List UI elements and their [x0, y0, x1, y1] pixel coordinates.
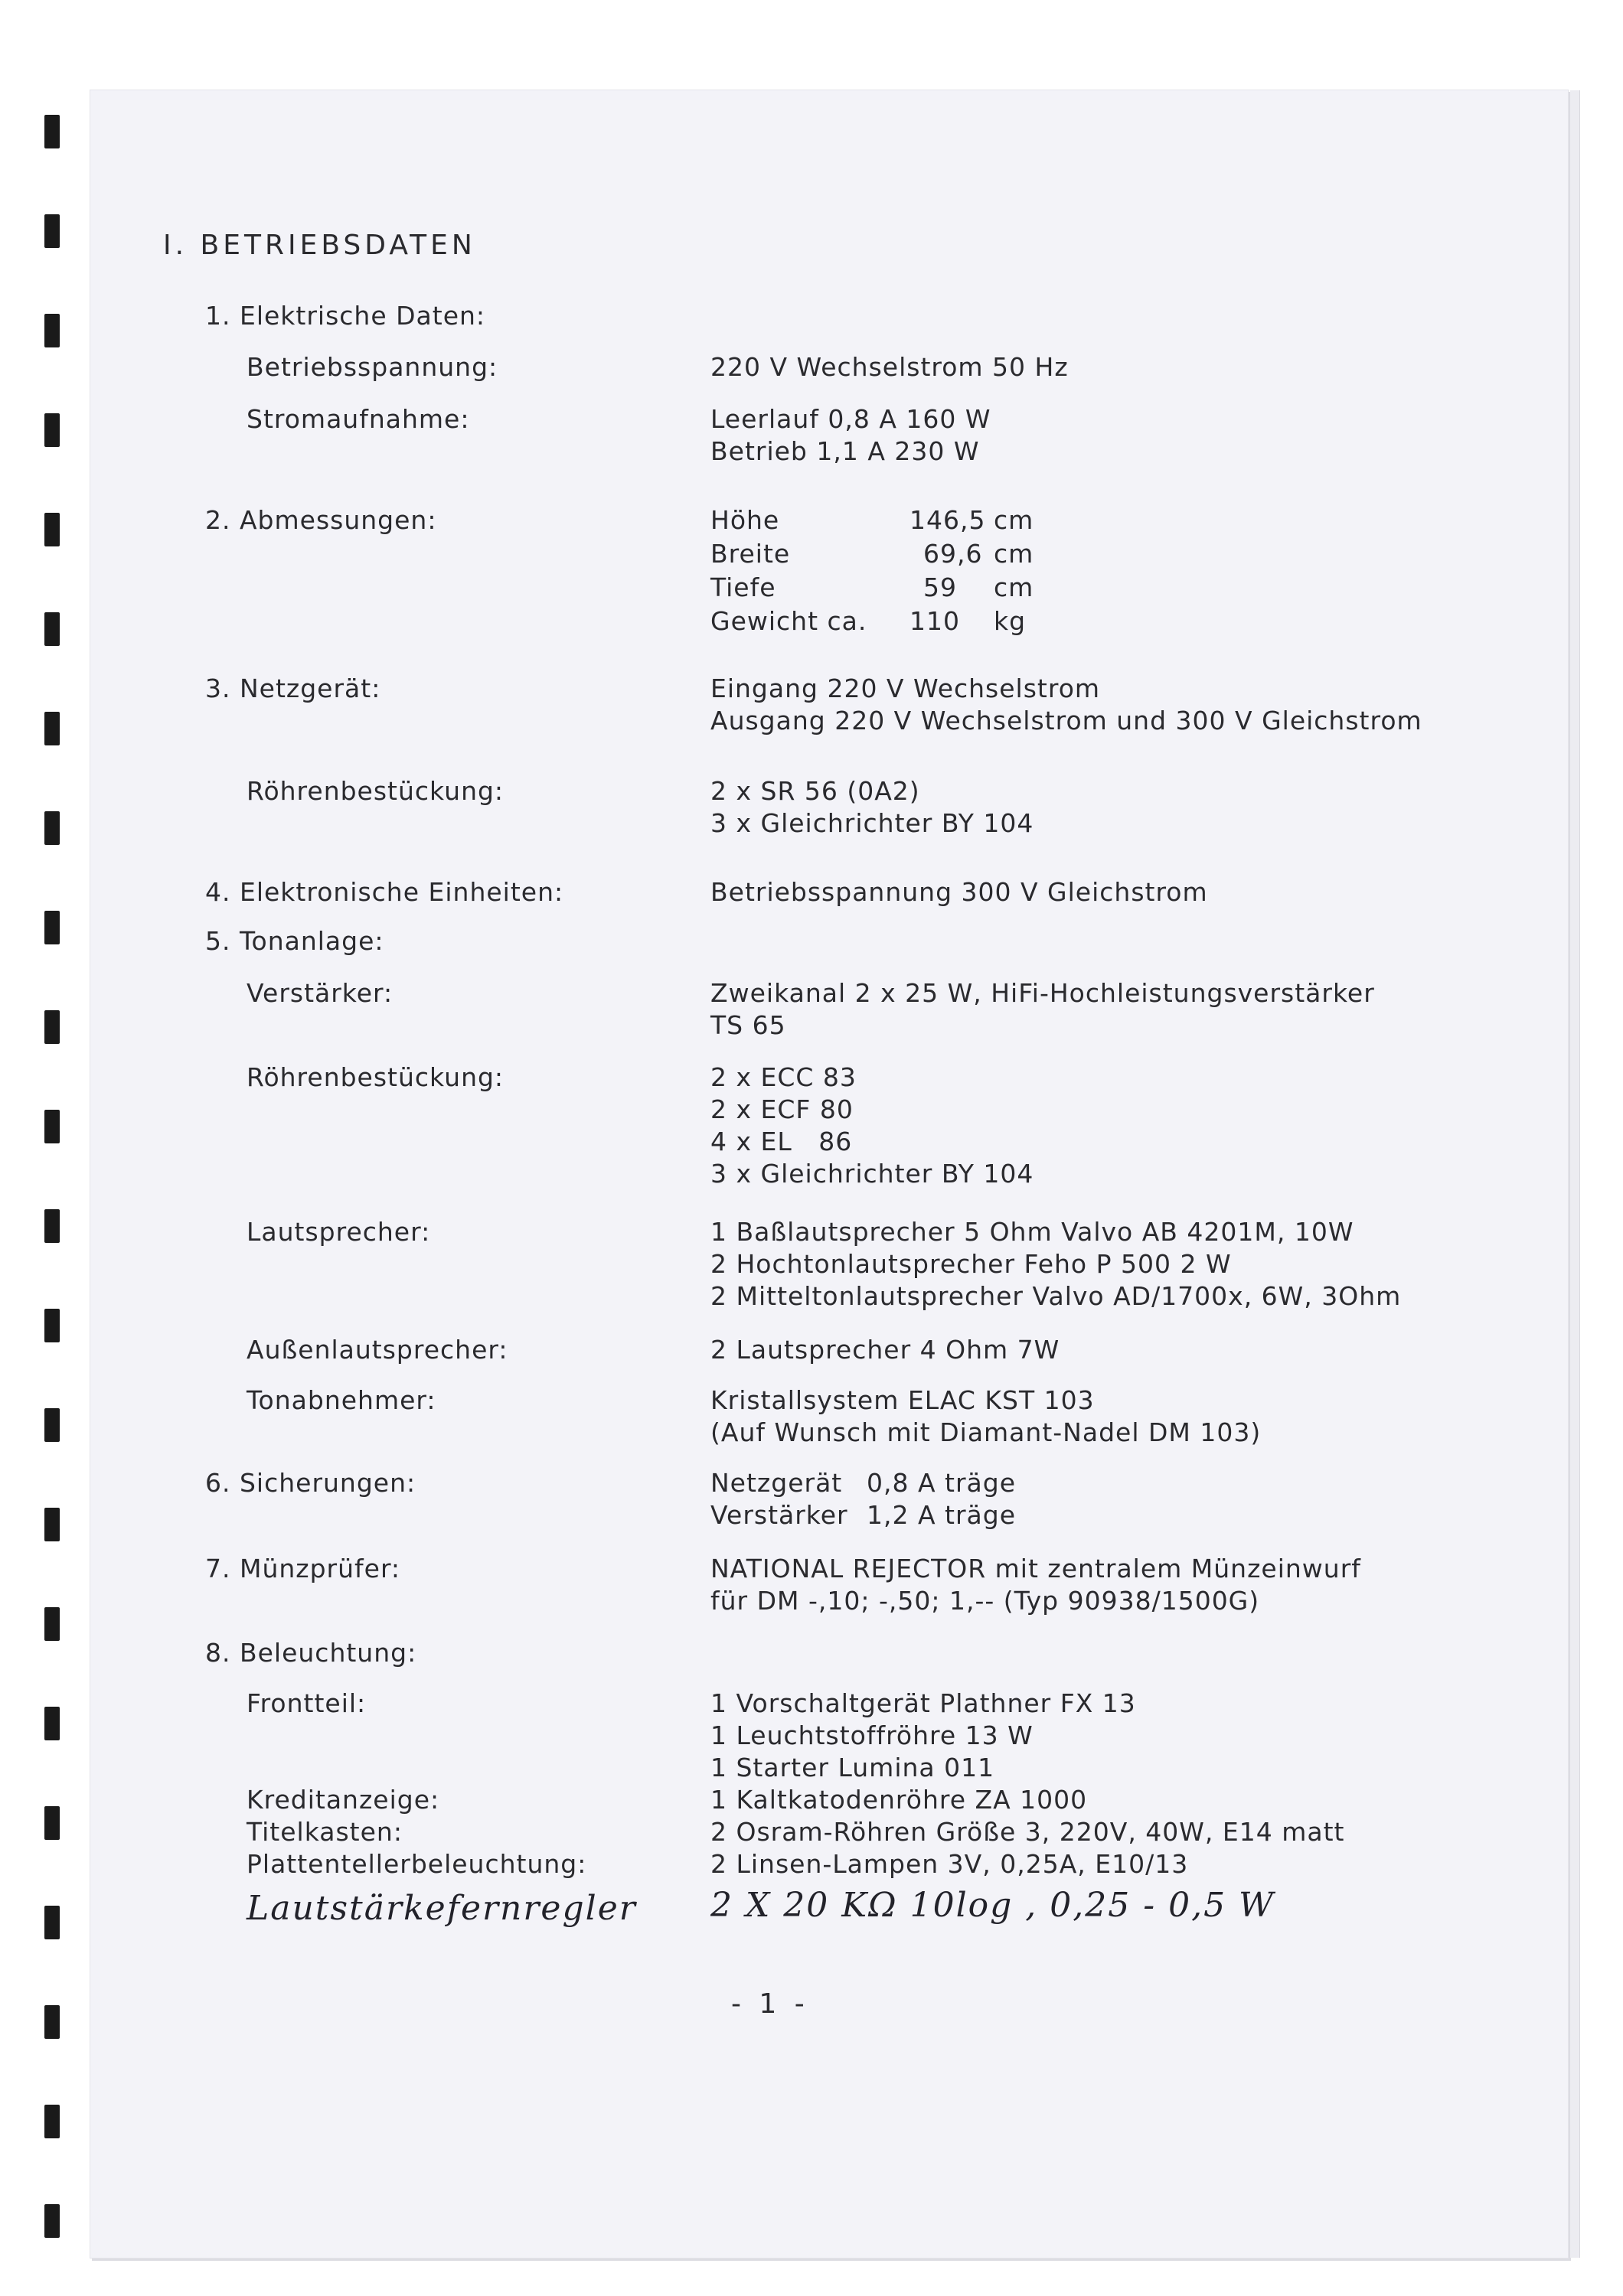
verstaerker-value: Zweikanal 2 x 25 W, HiFi-Hochleistungsverstärker [710, 978, 1375, 1008]
section-3-title: 3. Netzgerät: [205, 673, 381, 703]
plattenteller-value: 2 Linsen-Lampen 3V, 0,25A, E10/13 [710, 1849, 1189, 1879]
section-5-title: 5. Tonanlage: [205, 926, 384, 956]
section-2-title: 2. Abmessungen: [205, 505, 437, 535]
lautsprecher-item: 2 Hochtonlautsprecher Feho P 500 2 W [710, 1249, 1232, 1279]
binding-hole [44, 413, 60, 447]
aussenlautsprecher-label: Außenlautsprecher: [247, 1335, 508, 1365]
section-1-title: 1. Elektrische Daten: [205, 301, 486, 331]
page-number: - 1 - [731, 1988, 809, 2020]
muenzpruefer-line: NATIONAL REJECTOR mit zentralem Münzeinwurf [710, 1554, 1361, 1583]
binding-hole [44, 513, 60, 546]
aussenlautsprecher-value: 2 Lautsprecher 4 Ohm 7W [710, 1335, 1060, 1365]
lautsprecher-item: 2 Mitteltonlautsprecher Valvo AD/1700x, 6W, 3Ohm [710, 1281, 1402, 1311]
section-7-title: 7. Münzprüfer: [205, 1554, 401, 1583]
muenzpruefer-line: für DM -,10; -,50; 1,-- (Typ 90938/1500G) [710, 1586, 1260, 1616]
tonanlage-roehre: 2 x ECC 83 [710, 1062, 857, 1092]
dimension-label: Breite [710, 539, 791, 569]
binding-hole [44, 115, 60, 148]
tonanlage-roehre: 2 x ECF 80 [710, 1094, 854, 1124]
netzgeraet-roehren-label: Röhrenbestückung: [247, 776, 505, 806]
dimension-label: Gewicht ca. [710, 606, 867, 636]
stromaufnahme-leerlauf: Leerlauf 0,8 A 160 W [710, 404, 991, 434]
dimension-value: 69,6 [923, 539, 983, 569]
binding-hole [44, 2005, 60, 2039]
dimension-unit: cm [994, 505, 1034, 535]
tonabnehmer-item: (Auf Wunsch mit Diamant-Nadel DM 103) [710, 1417, 1262, 1447]
section-4-title: 4. Elektronische Einheiten: [205, 877, 564, 907]
titelkasten-value: 2 Osram-Röhren Größe 3, 220V, 40W, E14 matt [710, 1817, 1345, 1847]
dimension-value: 59 [923, 572, 957, 602]
tonanlage-roehren-label: Röhrenbestückung: [247, 1062, 505, 1092]
handwritten-label: Lautstärkefernregler [247, 1889, 637, 1928]
frontteil-item: 1 Leuchtstoffröhre 13 W [710, 1720, 1034, 1750]
tonabnehmer-label: Tonabnehmer: [247, 1385, 436, 1415]
binding-hole [44, 1806, 60, 1840]
netzgeraet-roehre: 3 x Gleichrichter BY 104 [710, 808, 1034, 838]
binding-hole [44, 1508, 60, 1541]
betriebsspannung-value: 220 V Wechselstrom 50 Hz [710, 352, 1069, 382]
sicherung-value: 1,2 A träge [867, 1500, 1017, 1530]
tonabnehmer-item: Kristallsystem ELAC KST 103 [710, 1385, 1095, 1415]
binding-hole [44, 1906, 60, 1939]
binding-hole [44, 214, 60, 248]
binding-hole [44, 1209, 60, 1243]
binding-hole [44, 1408, 60, 1442]
page-edge [1570, 90, 1580, 2258]
netzgeraet-ausgang: Ausgang 220 V Wechselstrom und 300 V Gleichstrom [710, 706, 1422, 735]
binding-hole [44, 2105, 60, 2138]
binding-hole [44, 314, 60, 347]
dimension-unit: cm [994, 572, 1034, 602]
section-6-title: 6. Sicherungen: [205, 1468, 416, 1498]
dimension-unit: kg [994, 606, 1027, 636]
frontteil-label: Frontteil: [247, 1688, 367, 1718]
section-8-title: 8. Beleuchtung: [205, 1638, 417, 1668]
sicherung-value: 0,8 A träge [867, 1468, 1017, 1498]
handwritten-value: 2 X 20 KΩ 10log , 0,25 - 0,5 W [710, 1886, 1275, 1925]
verstaerker-label: Verstärker: [247, 978, 394, 1008]
binding-hole [44, 1309, 60, 1342]
betriebsspannung-label: Betriebsspannung: [247, 352, 498, 382]
stromaufnahme-betrieb: Betrieb 1,1 A 230 W [710, 436, 980, 466]
binding-hole [44, 911, 60, 944]
binding-hole [44, 1110, 60, 1143]
netzgeraet-roehre: 2 x SR 56 (0A2) [710, 776, 920, 806]
tonanlage-roehre: 3 x Gleichrichter BY 104 [710, 1159, 1034, 1189]
binding-hole [44, 1707, 60, 1740]
einheiten-value: Betriebsspannung 300 V Gleichstrom [710, 877, 1208, 907]
lautsprecher-label: Lautsprecher: [247, 1217, 431, 1247]
titelkasten-label: Titelkasten: [247, 1817, 403, 1847]
lautsprecher-item: 1 Baßlautsprecher 5 Ohm Valvo AB 4201M, 10W [710, 1217, 1354, 1247]
kreditanzeige-label: Kreditanzeige: [247, 1785, 440, 1815]
binding-hole [44, 1010, 60, 1044]
dimension-value: 146,5 [909, 505, 986, 535]
binding-hole [44, 612, 60, 646]
binding-hole [44, 1607, 60, 1641]
section-heading: I. BETRIEBSDATEN [163, 230, 476, 261]
dimension-unit: cm [994, 539, 1034, 569]
sicherung-label: Netzgerät [710, 1468, 843, 1498]
dimension-label: Tiefe [710, 572, 776, 602]
plattenteller-label: Plattentellerbeleuchtung: [247, 1849, 587, 1879]
binding-hole [44, 811, 60, 845]
netzgeraet-eingang: Eingang 220 V Wechselstrom [710, 673, 1101, 703]
kreditanzeige-value: 1 Kaltkatodenröhre ZA 1000 [710, 1785, 1088, 1815]
verstaerker-model: TS 65 [710, 1010, 786, 1040]
binding-hole [44, 712, 60, 745]
dimension-value: 110 [909, 606, 960, 636]
frontteil-item: 1 Vorschaltgerät Plathner FX 13 [710, 1688, 1136, 1718]
sicherung-label: Verstärker [710, 1500, 848, 1530]
dimension-label: Höhe [710, 505, 780, 535]
binding-hole [44, 2204, 60, 2238]
tonanlage-roehre: 4 x EL 86 [710, 1127, 853, 1156]
frontteil-item: 1 Starter Lumina 011 [710, 1753, 995, 1782]
stromaufnahme-label: Stromaufnahme: [247, 404, 470, 434]
spiral-binding [44, 115, 60, 2288]
